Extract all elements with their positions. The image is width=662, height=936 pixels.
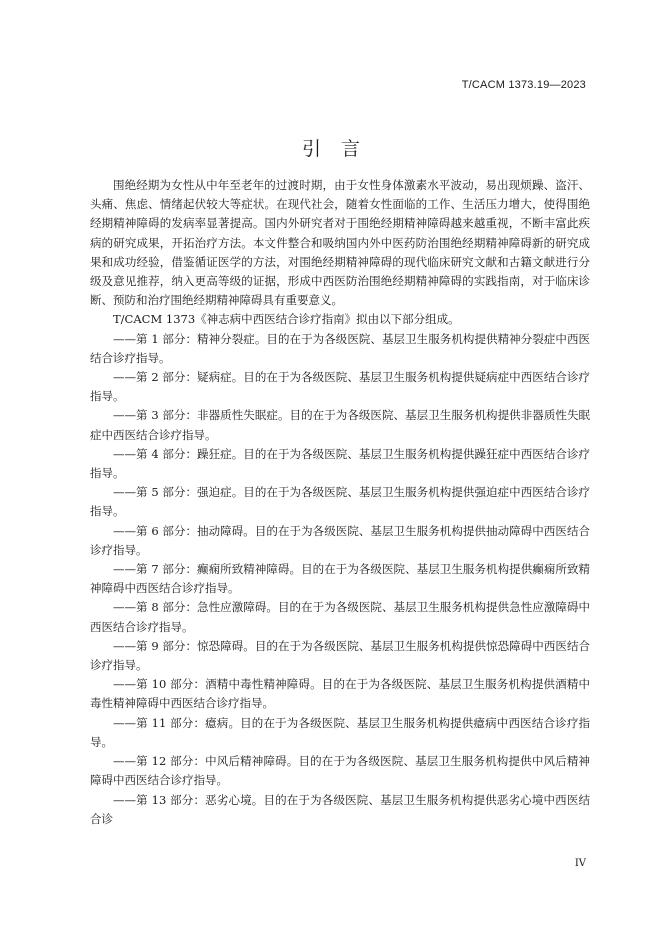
page-number: IV [574,858,586,869]
part-item: ——第 6 部分：抽动障碍。目的在于为各级医院、基层卫生服务机构提供抽动障碍中西医结合诊疗指导。 [90,523,590,557]
part-item: ——第 7 部分：癫痫所致精神障碍。目的在于为各级医院、基层卫生服务机构提供癫痫所致精神障碍中西医结合诊疗指导。 [90,562,590,596]
series-line: T/CACM 1373《神志病中西医结合诊疗指南》拟由以下部分组成。 [113,312,460,327]
part-item: ——第 4 部分：躁狂症。目的在于为各级医院、基层卫生服务机构提供躁狂症中西医结合诊疗指导。 [90,446,590,481]
part-item: ——第 11 部分：癔病。目的在于为各级医院、基层卫生服务机构提供癔病中西医结合诊疗指导。 [90,715,590,749]
part-item: ——第 3 部分：非器质性失眠症。目的在于为各级医院、基层卫生服务机构提供非器质性失眠症中西医结合诊疗指导。 [90,408,590,442]
document-body [90,176,590,829]
page-title: 引言 [301,138,380,160]
standard-code: T/CACM 1373.19—2023 [461,79,586,91]
part-item: ——第 1 部分：精神分裂症。目的在于为各级医院、基层卫生服务机构提供精神分裂症中西医结合诊疗指导。 [90,331,590,365]
part-item: ——第 9 部分：惊恐障碍。目的在于为各级医院、基层卫生服务机构提供惊恐障碍中西医结合诊疗指导。 [90,638,590,673]
part-item: ——第 2 部分：疑病症。目的在于为各级医院、基层卫生服务机构提供疑病症中西医结合诊疗指导。 [90,370,590,404]
part-item: ——第 13 部分：恶劣心境。目的在于为各级医院、基层卫生服务机构提供恶劣心境中西医结合诊 [90,792,590,826]
part-item: ——第 12 部分：中风后精神障碍。目的在于为各级医院、基层卫生服务机构提供中风后精神障碍中西医结合诊疗指导。 [90,754,590,788]
part-item: ——第 8 部分：急性应激障碍。目的在于为各级医院、基层卫生服务机构提供急性应激障碍中西医结合诊疗指导。 [90,600,590,634]
part-item: ——第 5 部分：强迫症。目的在于为各级医院、基层卫生服务机构提供强迫症中西医结合诊疗指导。 [90,485,590,519]
part-item: ——第 10 部分：酒精中毒性精神障碍。目的在于为各级医院、基层卫生服务机构提供酒精中毒性精神障碍中西医结合诊疗指导。 [90,677,590,711]
intro-paragraph: 围绝经期为女性从中年至老年的过渡时期，由于女性身体激素水平波动，易出现烦躁、盗汗、头痛、焦虑、情绪起伏较大等症状。在现代社会，随着女性面临的工作、生活压力增大，使得围绝经期精神障碍的发病率显著提高。国内外研究者对于围绝经期精神障碍越来越重视，不断丰富此疾病的研究成果，开拓治疗方法。本文件整合和吸纳国内外中医药防治围绝经期精神障碍新的研究成果和成功经验，借鉴循证医学的方法，对围绝经期精神障碍的现代临床研究文献和古籍文献进行分级及意见推荐，纳入更高等级的证据，形成中西医防治围绝经期精神障碍的实践指南，对于临床诊断、预防和治疗围绝经期精神障碍具有重要意义。 [90,178,590,308]
